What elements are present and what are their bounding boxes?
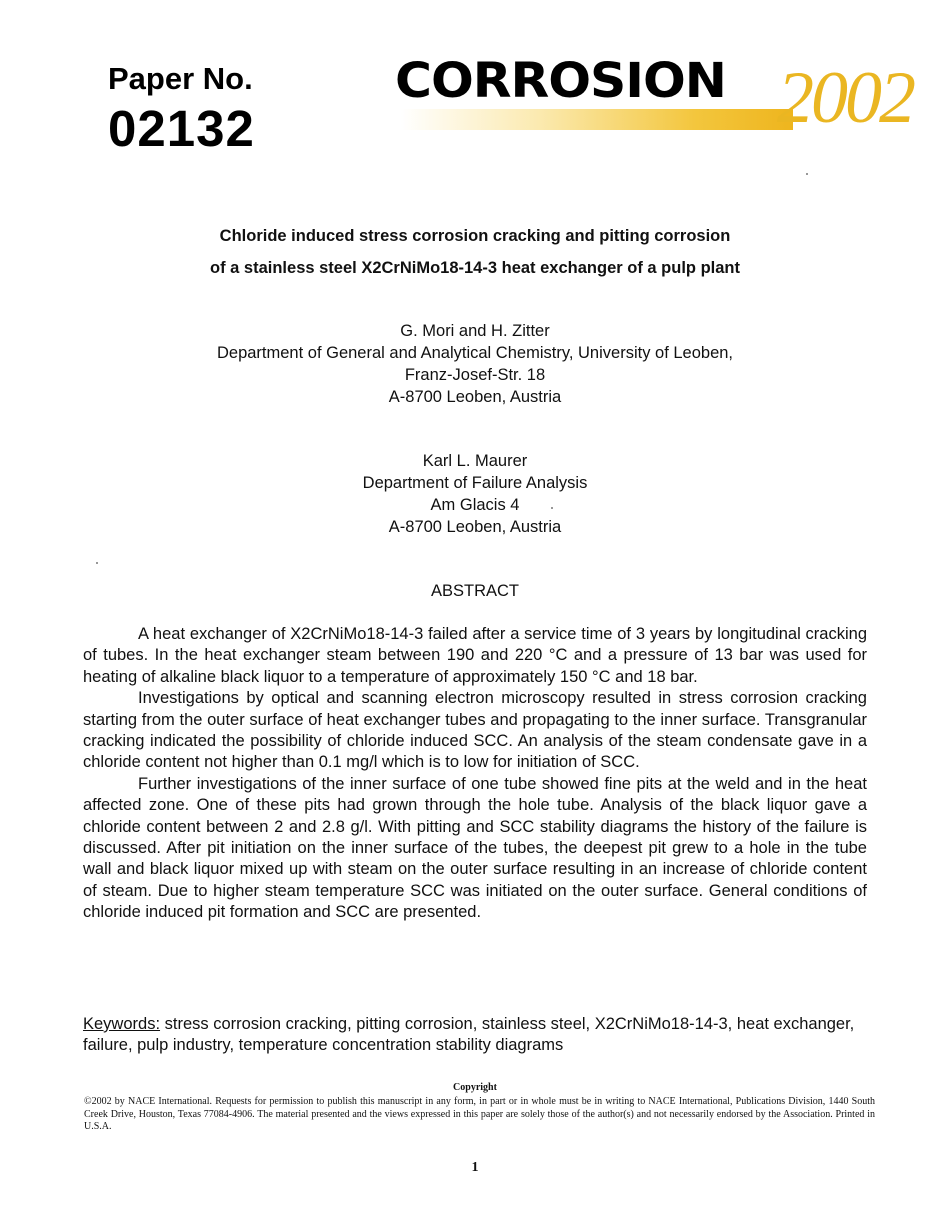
corrosion-2002-logo bbox=[395, 53, 925, 141]
keywords-label: Keywords: bbox=[83, 1015, 161, 1033]
abstract-paragraph: A heat exchanger of X2CrNiMo18-14-3 failed after a service time of 3 years by longitudinal cracking of tubes. In the heat exchanger steam between 190 and 220 °C and a pressure of 13 bar was used for heating of alkaline black liquor to a temperature of approximately 150 °C and 18 bar. bbox=[83, 625, 867, 686]
logo-gradient-bar bbox=[401, 109, 793, 130]
author-affiliation: Department of Failure Analysis bbox=[362, 474, 588, 492]
scan-speck bbox=[806, 173, 808, 175]
keywords-text: stress corrosion cracking, pitting corrosion, stainless steel, X2CrNiMo18-14-3, heat exchanger, failure, pulp industry, temperature concentration stability diagrams bbox=[83, 1015, 855, 1055]
author-affiliation: Department of General and Analytical Chemistry, University of Leoben, bbox=[216, 344, 734, 362]
author-address: Am Glacis 4 bbox=[430, 496, 520, 514]
copyright-text: ©2002 by NACE International. Requests for permission to publish this manuscript in any form, in part or in whole must be in writing to NACE International, Publications Division, 1440 South Creek Drive, Houston, Texas 77084-4906. The material presented and the views expressed in this paper are solely those of the author(s) and not necessarily endorsed by the Association. Printed in U.S.A. bbox=[84, 1096, 875, 1132]
author-names: G. Mori and H. Zitter bbox=[400, 322, 550, 340]
author-address: Franz-Josef-Str. 18 bbox=[404, 366, 546, 384]
author-city: A-8700 Leoben, Austria bbox=[388, 388, 562, 406]
abstract-heading: ABSTRACT bbox=[430, 582, 519, 600]
paper-title-line-1: Chloride induced stress corrosion cracking and pitting corrosion bbox=[219, 227, 731, 245]
author-city: A-8700 Leoben, Austria bbox=[388, 518, 562, 536]
logo-year: 2002 bbox=[777, 57, 913, 139]
keywords bbox=[83, 1014, 867, 1057]
paper-number: 02132 bbox=[108, 100, 255, 157]
abstract-paragraph: Further investigations of the inner surface of one tube showed fine pits at the weld and in the heat affected zone. One of these pits had grown through the hole tube. Analysis of the black liquor gave a chloride content between 2 and 2.8 g/l. With pitting and SCC stability diagrams the history of the failure is discussed. After pit initiation on the inner surface of the tubes, the deepest pit grew to a hole in the tube wall and black liquor mixed up with steam on the outer surface resulting in an increase of chloride content of steam. Due to higher steam temperature SCC was initiated on the outer surface. General conditions of chloride induced pit formation and SCC are presented. bbox=[83, 774, 867, 922]
logo-word: CORROSION bbox=[395, 53, 726, 109]
page-number: 1 bbox=[471, 1160, 479, 1175]
author-names: Karl L. Maurer bbox=[422, 452, 528, 470]
paper-title-line-2: of a stainless steel X2CrNiMo18-14-3 heat exchanger of a pulp plant bbox=[210, 259, 740, 277]
scan-speck bbox=[551, 507, 553, 509]
paper-number-label: Paper No. bbox=[108, 61, 253, 96]
abstract-paragraph: Investigations by optical and scanning electron microscopy resulted in stress corrosion cracking starting from the outer surface of heat exchanger tubes and propagating to the inner surface. Transgranular cracking indicated the possibility of chloride induced SCC. An analysis of the steam condensate gave in a chloride content not higher than 0.1 mg/l which is to low for initiation of SCC. bbox=[83, 689, 867, 772]
copyright-heading: Copyright bbox=[453, 1082, 497, 1093]
scan-speck bbox=[96, 562, 98, 564]
abstract-body bbox=[83, 624, 867, 924]
